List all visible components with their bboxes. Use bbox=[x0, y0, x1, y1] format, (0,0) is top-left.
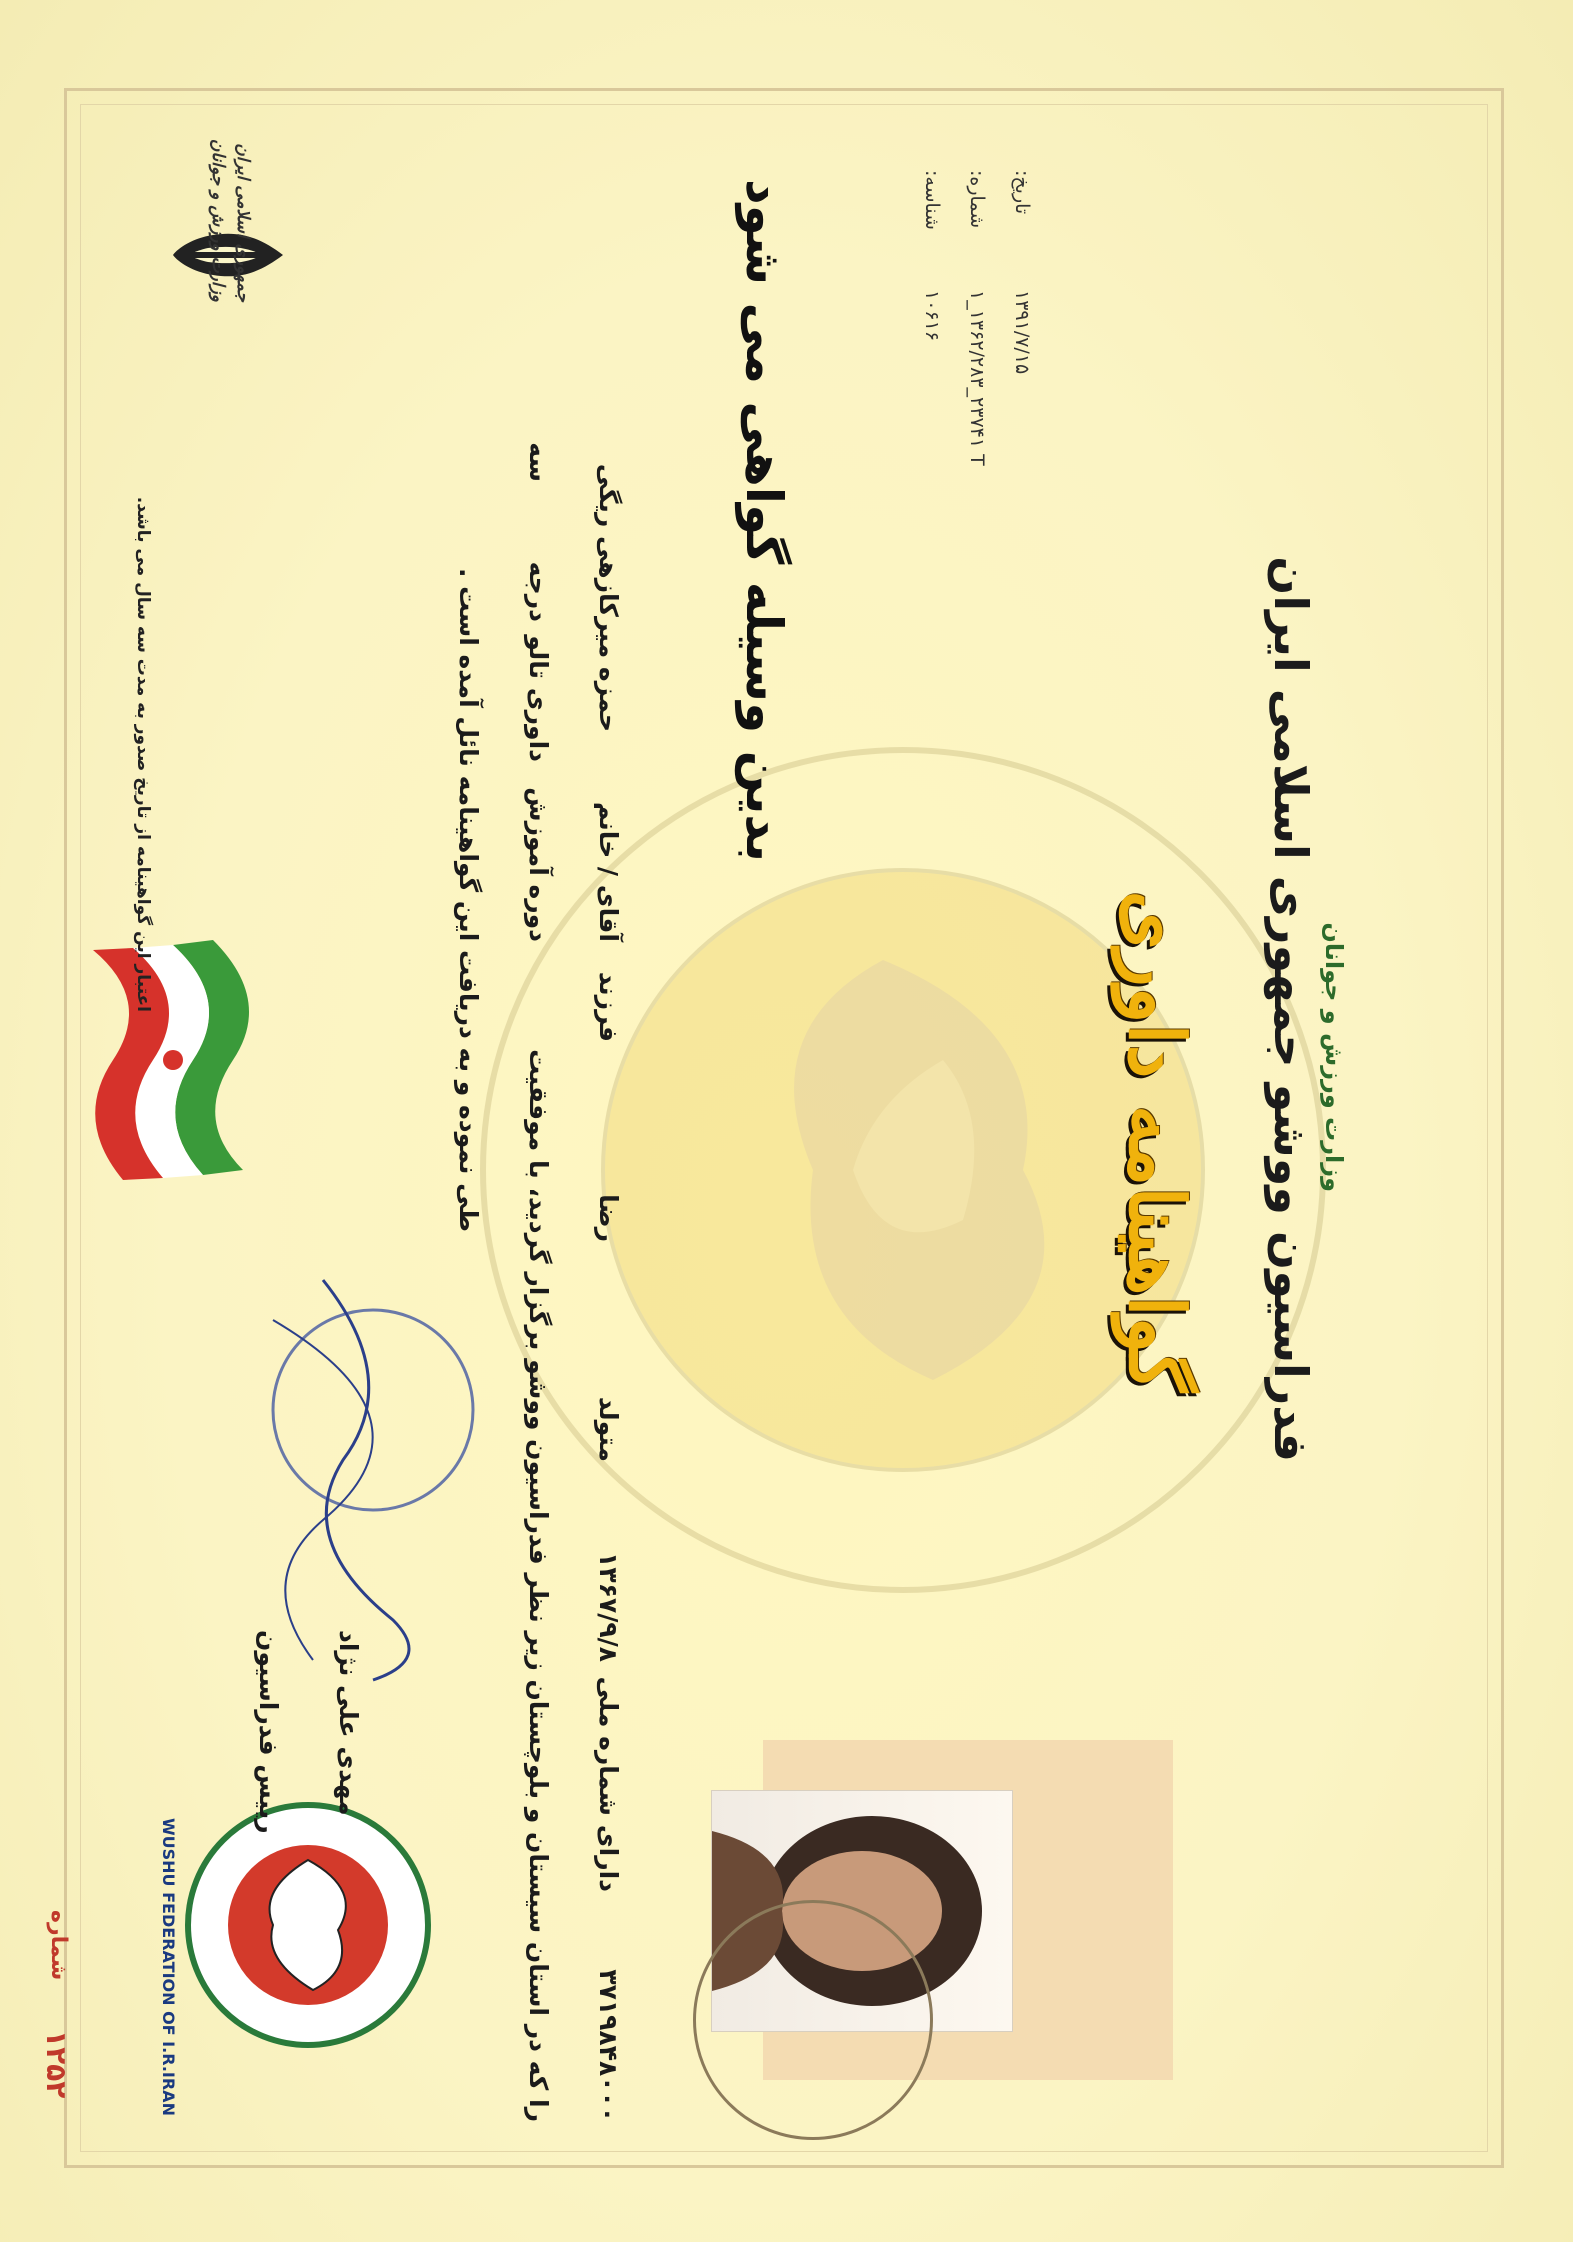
flag-icon bbox=[73, 920, 273, 1190]
child-of-label: فرزند bbox=[594, 971, 623, 1042]
date-label: تاریخ: bbox=[1011, 170, 1033, 215]
emblem-text-line-1: جمهوری اسلامی ایران bbox=[233, 143, 253, 302]
serial-value: ۱۲۵۲ bbox=[40, 2030, 73, 2099]
ministry-logo-text: وزارت ورزش و جوانان bbox=[1320, 922, 1348, 1192]
emblem-icon bbox=[163, 200, 293, 310]
logo-bottom-text: WUSHU FEDERATION OF I.R.IRAN bbox=[159, 1818, 178, 2116]
course-name: داوری تالو bbox=[524, 635, 553, 762]
number-label: شماره: bbox=[966, 170, 988, 229]
id-label: شناسه: bbox=[921, 170, 943, 230]
grade-label: درجه bbox=[524, 561, 553, 622]
signature-area bbox=[223, 1260, 523, 1690]
intro-text: بدین وسیله گواهی می شود bbox=[735, 179, 793, 862]
course-label: دوره آموزش bbox=[524, 787, 553, 942]
emblem-text-line-2: وزارت ورزش و جوانان bbox=[208, 138, 228, 302]
number-value: ۱_۱۳۶۲/۲۸۳_۲۳۷۴۱ T bbox=[966, 290, 988, 466]
mr-mrs-label: آقای / خانم bbox=[594, 801, 623, 942]
certificate-title: گواهینامه داوری bbox=[1112, 890, 1201, 1392]
id-value: ۱۰۶۱۶ bbox=[921, 290, 943, 342]
body-line-3: را که در استان سیستان و بلوچستان زیر نظر فدراسیون ووشو برگزار گردید، با موفقیت bbox=[524, 1049, 553, 2122]
iran-emblem bbox=[163, 200, 293, 310]
validity-note: اعتبار این گواهینامه از تاریخ صدور به مدت سه سال می باشد. bbox=[133, 496, 153, 1012]
serial-label: شماره bbox=[46, 1910, 71, 1981]
watermark-seal bbox=[453, 700, 1353, 1640]
signer-name: مهدی علی نژاد bbox=[334, 1630, 363, 1816]
father-name: رضا bbox=[594, 1194, 623, 1242]
person-name: حمزه میرکازهی ریگی bbox=[594, 463, 623, 732]
national-id: ۳۷۱۹۸۴۸۰۰۰ bbox=[594, 1969, 623, 2122]
born-label: متولد bbox=[594, 1396, 623, 1462]
body-line-4: طی نموده و به دریافت این گواهینامه نائل آمده است . bbox=[454, 567, 483, 1232]
federation-line: فدراسیون ووشو جمهوری اسلامی ایران bbox=[1264, 556, 1318, 1462]
signature-icon bbox=[223, 1260, 523, 1690]
wushu-federation-logo bbox=[183, 1800, 433, 2050]
wushu-logo-icon bbox=[183, 1800, 433, 2050]
date-value: ۱۳۹۱/۷/۱۵ bbox=[1011, 290, 1033, 375]
birth-date: ۱۳۶۷/۹/۸ bbox=[594, 1552, 623, 1662]
signer-title: رییس فدراسیون bbox=[254, 1630, 283, 1834]
grade-value: سه bbox=[524, 442, 553, 482]
iran-flag-ribbon bbox=[73, 920, 273, 1190]
photo-stamp bbox=[693, 1900, 933, 2140]
national-id-label: دارای شماره ملی bbox=[594, 1676, 623, 1892]
